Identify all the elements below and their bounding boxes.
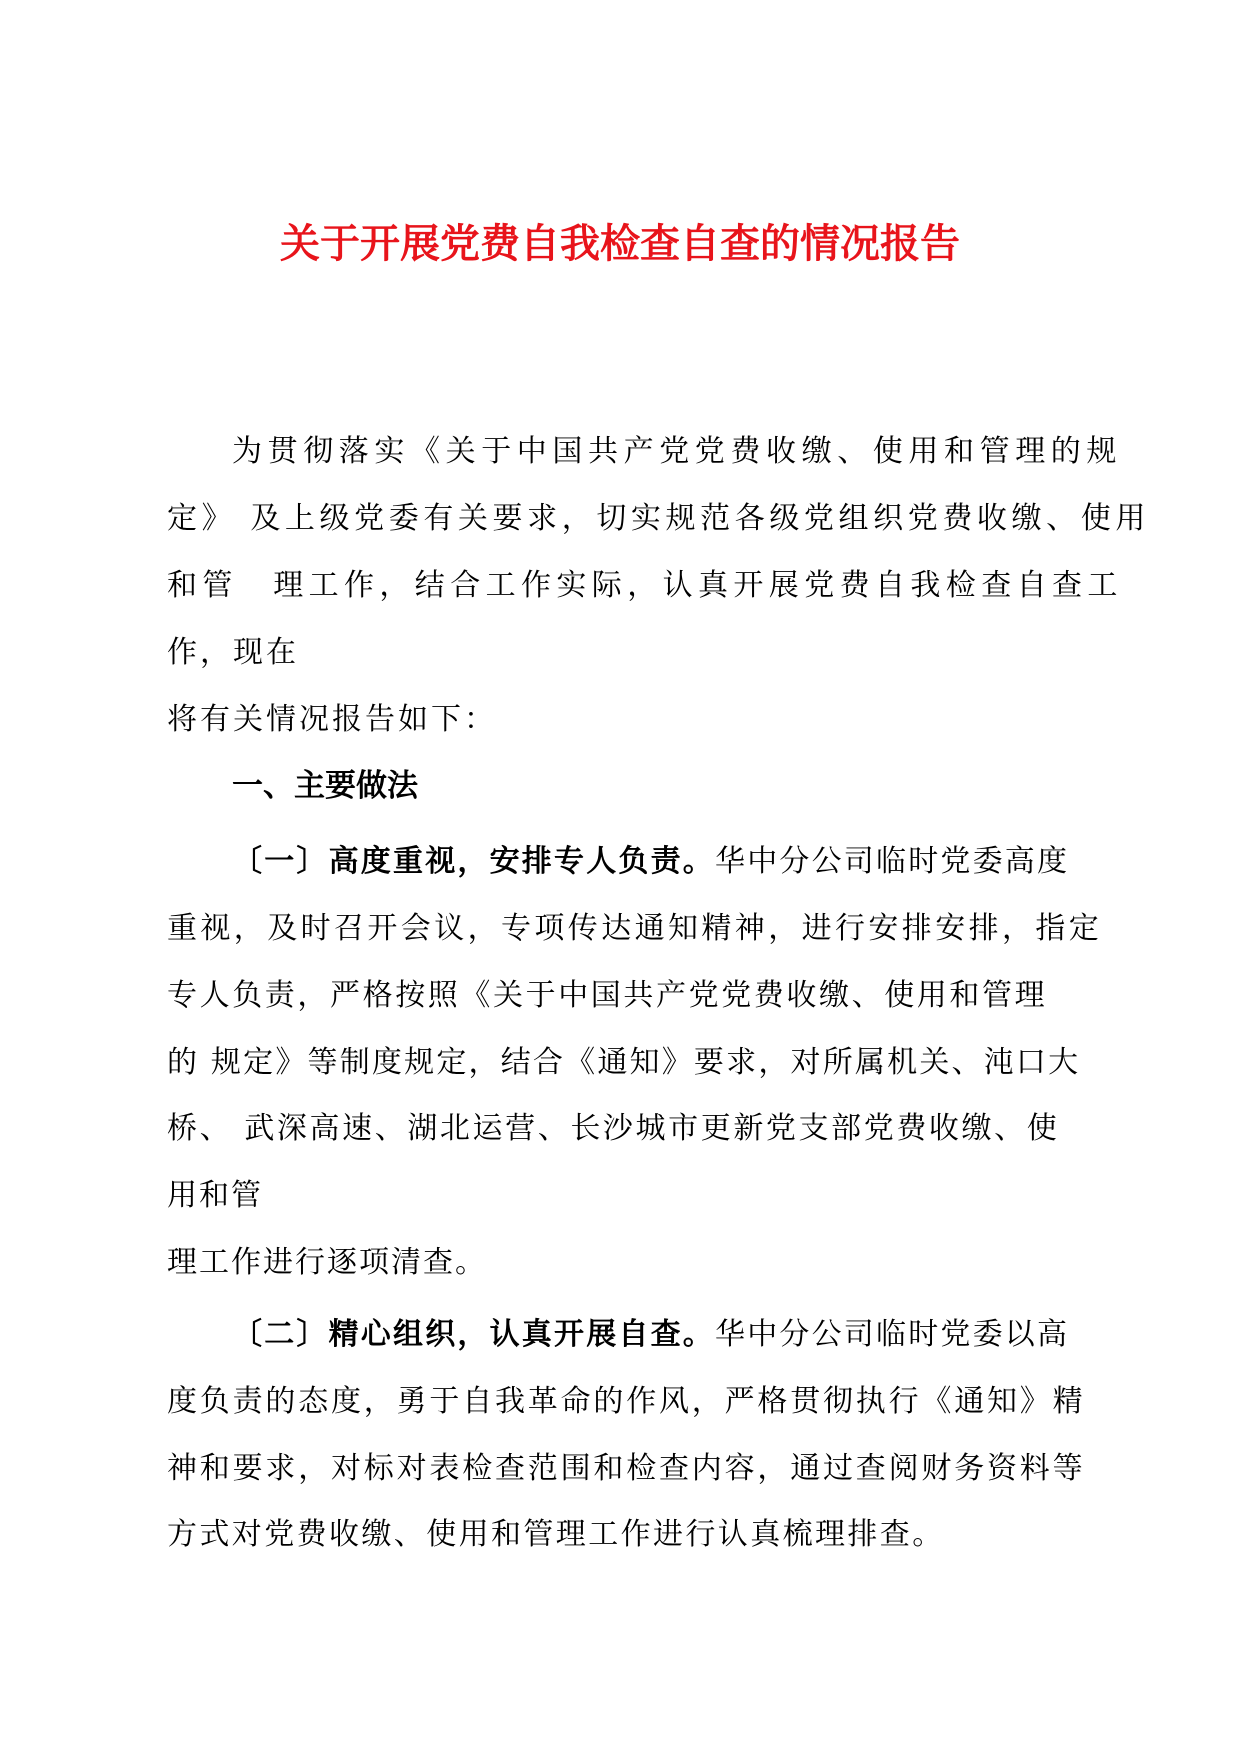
item-1-first-line: [232, 842, 1069, 882]
item-2-line: 神和要求，对标对表检查范围和检查内容，通过查阅财务资料等: [167, 1451, 1086, 1486]
item-1-line: 专人负责，严格按照《关于中国共产党党费收缴、使用和管理: [167, 978, 1048, 1013]
item-1-line: 的 规定》等制度规定，结合《通知》要求，对所属机关、沌口大: [167, 1045, 1081, 1080]
item-1-line1-rest: 华中分公司临时党委高度: [715, 844, 1070, 879]
item-2-line1-rest: 华中分公司临时党委以高: [715, 1317, 1070, 1352]
document-title: 关于开展党费自我检查自查的情况报告: [280, 221, 960, 267]
intro-line: 和管 理工作，结合工作实际，认真开展党费自我检查自查工: [167, 568, 1123, 603]
item-1-lead: 〔一〕高度重视，安排专人负责。: [232, 844, 715, 879]
item-2-lead: 〔二〕精心组织，认真开展自查。: [232, 1317, 715, 1352]
item-1-line: 重视，及时召开会议，专项传达通知精神，进行安排安排，指定: [167, 911, 1103, 946]
section-heading: 一、主要做法: [232, 768, 418, 804]
item-2-line: 方式对党费收缴、使用和管理工作进行认真梳理排查。: [167, 1517, 945, 1552]
item-2-line: 度负责的态度，勇于自我革命的作风，严格贯彻执行《通知》精: [167, 1384, 1086, 1419]
item-1-line: 理工作进行逐项清查。: [167, 1245, 487, 1280]
intro-line: 为贯彻落实《关于中国共产党党费收缴、使用和管理的规: [232, 434, 1122, 469]
item-2-first-line: [232, 1315, 1069, 1355]
item-1-line: 桥、 武深高速、湖北运营、长沙城市更新党支部党费收缴、使: [167, 1111, 1060, 1146]
item-1-line: 用和管: [167, 1178, 263, 1213]
intro-line: 将有关情况报告如下：: [167, 702, 497, 737]
intro-line: 定》 及上级党委有关要求，切实规范各级党组织党费收缴、使用: [167, 501, 1150, 536]
intro-line: 作，现在: [167, 635, 299, 670]
